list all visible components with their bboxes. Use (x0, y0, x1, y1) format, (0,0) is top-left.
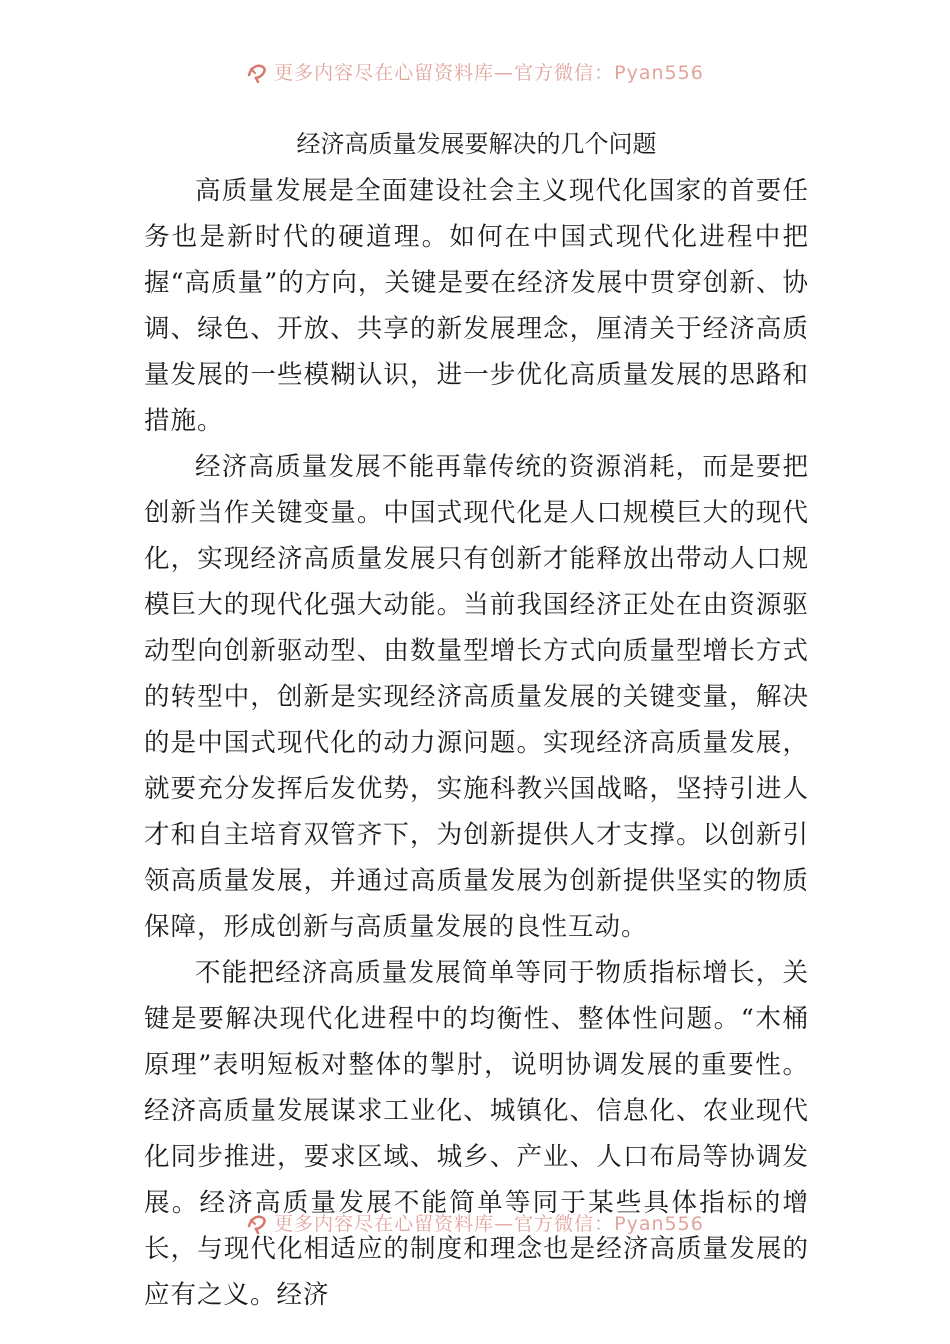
document-body (144, 122, 809, 1318)
document-title: 经济高质量发展要解决的几个问题 (296, 130, 657, 158)
watermark-logo-icon (246, 61, 268, 83)
paragraph-3: 不能把经济高质量发展简单等同于物质指标增长，关键是要解决现代化进程中的均衡性、整体性问题。“木桶原理”表明短板对整体的掣肘，说明协调发展的重要性。经济高质量发展谋求工业化、城镇化、信息化、农业现代化同步推进，要求区域、城乡、产业、人口布局等协调发展。经济高质量发展不能简单等同于某些具体指标的增长，与现代化相适应的制度和理念也是经济高质量发展的应有之义。经济 (144, 958, 809, 1310)
paragraph-1: 高质量发展是全面建设社会主义现代化国家的首要任务也是新时代的硬道理。如何在中国式现代化进程中把握“高质量”的方向，关键是要在经济发展中贯穿创新、协调、绿色、开放、共享的新发展理念，厘清关于经济高质量发展的一些模糊认识，进一步优化高质量发展的思路和措施。 (144, 176, 809, 436)
watermark-text: 更多内容尽在心留资料库—官方微信：Pyan556 (274, 1213, 704, 1235)
watermark-top (0, 56, 950, 86)
watermark-bottom (0, 1207, 950, 1237)
paragraph-2: 经济高质量发展不能再靠传统的资源消耗，而是要把创新当作关键变量。中国式现代化是人口规模巨大的现代化，实现经济高质量发展只有创新才能释放出带动人口规模巨大的现代化强大动能。当前我国经济正处在由资源驱动型向创新驱动型、由数量型增长方式向质量型增长方式的转型中，创新是实现经济高质量发展的关键变量，解决的是中国式现代化的动力源问题。实现经济高质量发展，就要充分发挥后发优势，实施科教兴国战略，坚持引进人才和自主培育双管齐下，为创新提供人才支撑。以创新引领高质量发展，并通过高质量发展为创新提供坚实的物质保障，形成创新与高质量发展的良性互动。 (144, 452, 809, 942)
watermark-logo-icon (246, 1212, 268, 1234)
watermark-text: 更多内容尽在心留资料库—官方微信：Pyan556 (274, 62, 704, 84)
